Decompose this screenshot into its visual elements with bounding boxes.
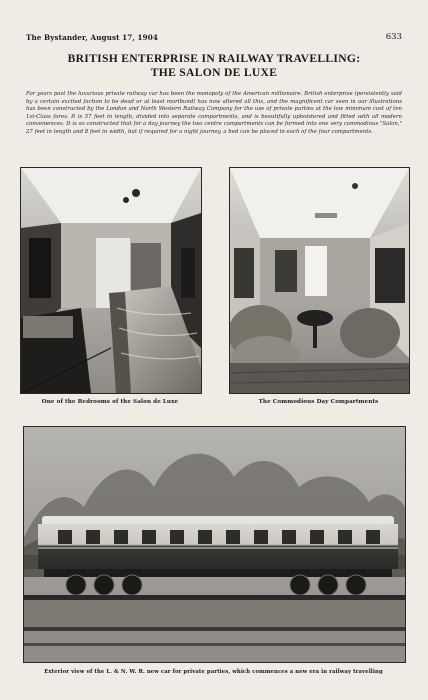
publication-date-line: The Bystander, August 17, 1904 [26,33,158,42]
bedroom-photo [20,167,202,394]
article-title [20,52,408,80]
title-line-2: THE SALON DE LUXE [150,66,278,79]
day-compartment-caption: The Commodious Day Compartments [258,399,379,405]
exterior-carriage-photo [23,426,406,663]
day-compartment-photo [229,167,410,394]
page-number: 633 [385,32,402,42]
bedroom-caption: One of the Bedrooms of the Salon de Luxe [41,399,179,405]
exterior-caption: Exterior view of the L. & N. W. R. new car for private parties, which commences a new era in railway travelling [44,669,383,675]
title-line-1: BRITISH ENTERPRISE IN RAILWAY TRAVELLING: [67,52,361,65]
running-head [26,33,402,45]
intro-paragraph: For years past the luxurious private railway car has been the monopoly of the American millionaire. British enterprise (persistently said by a certain excited faction to be dead or at least moribund) has now altered all this, and the magnificent car seen in our illustrations has been constructed by the London and North Western Railway Company for the use of private parties at the low minimum cost of ten 1st-Class fares. It is 57 feet in length, divided into separate compartments, and is beautifully upholstered and fitted with all modern conveniences. It is so constructed that for a day journey the two centre compartments can be formed into one very commodious "Salon," 27 feet in length and 8 feet in width, but if required for a night journey, a bed can be placed in each of the four compartments. [26,91,402,135]
